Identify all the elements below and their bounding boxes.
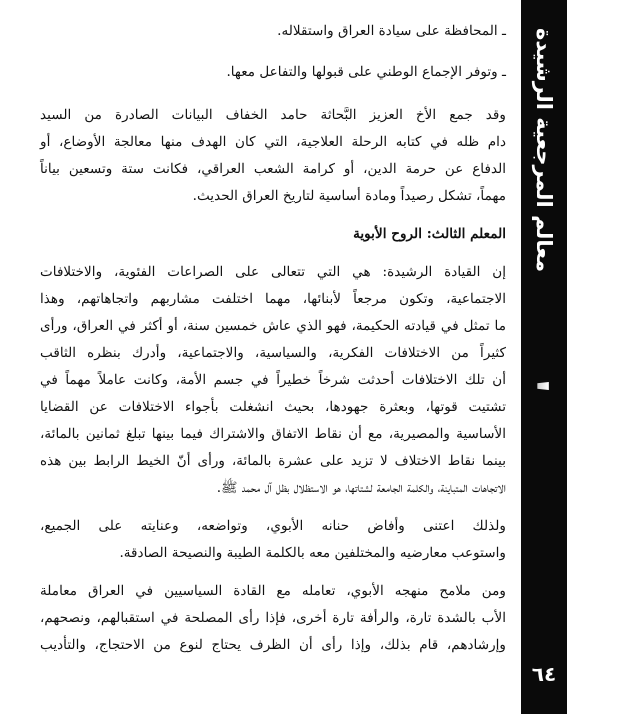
text-line: مهماً، تشكل رصيداً ومادة أساسية لتاريخ العراق الحديث.	[192, 188, 506, 204]
paragraph-2	[40, 259, 506, 502]
side-strip	[521, 0, 567, 714]
text-line: أن تلك الاختلافات أحدثت شرخاً خطيراً في جسم الأمة، وكانت عاملاً مهماً في	[40, 372, 506, 388]
body-text	[40, 18, 506, 659]
section-heading: المعلم الثالث: الروح الأبوية	[353, 226, 506, 242]
text-line: الأب بالشدة تارة، والرأفة تارة أخرى، فإذا رأى المصلحة في استقبالهم، ونصحهم،	[40, 610, 506, 626]
text-line: ومن ملامح منهجه الأبوي، تعامله مع القادة السياسيين في العراق معاملة	[40, 583, 506, 599]
text-line: دام ظله في كتابه الرحلة العلاجية، التي كان الهدف منها معالجة الأوضاع، أو	[40, 134, 506, 150]
text-line: بينما نقاط الاختلاف لا تزيد على عشرة بالمائة، ورأى أنّ الخيط الرابط بين هذه	[40, 453, 506, 469]
text-line: الاجتماعية، وتكون مرجعاً لأبنائها، مهما اختلفت مشاربهم واتجاهاتهم، وهذا	[40, 291, 506, 307]
strip-notch	[521, 376, 567, 396]
text-line: ولذلك اعتنى وأفاض حنانه الأبوي، وتواضعه، وعنايته على الجميع،	[40, 518, 506, 534]
paragraph-3	[40, 513, 506, 567]
page-number: ٦٤	[531, 662, 557, 686]
text-line: ما تمثل في قيادته الحكيمة، فهو الذي عاش خمسين سنة، أو أكثر في العراق، ورأى	[40, 318, 506, 334]
paragraph-4	[40, 578, 506, 659]
text-line: واستوعب معارضيه والمختلفين معه بالكلمة الطيبة والنصيحة الصادقة.	[119, 545, 506, 561]
text-line: كثيراً من الاختلافات الفكرية، والسياسية، والاجتماعية، وأدرك بنظره الثاقب	[40, 345, 506, 361]
running-title: معالم المرجعية الرشيدة	[532, 27, 556, 273]
text-line: الأساسية والمصيرية، مع أن نقاط الاتفاق والاشتراك فيما بينها تبلغ ثمانين بالمائة،	[40, 426, 506, 442]
text-line: الاتجاهات المتباينة، والكلمة الجامعة لشتاتها، هو الاستظلال بظل آل محمد ﷺ.	[216, 480, 506, 496]
paragraph-1	[40, 102, 506, 210]
text-line: وإرشادهم، قام بذلك، وإذا رأى أن الظرف يحتاج لنوع من الاحتجاج، والتأديب	[40, 637, 506, 653]
text-line: تشتيت قوتها، وبعثرة جهودها، بحيث انشغلت بأجواء الاختلافات عن القضايا	[40, 399, 506, 415]
text-line: إن القيادة الرشيدة: هي التي تتعالى على الصراعات الفئوية، والاختلافات	[40, 264, 506, 280]
bullet-item: ـ المحافظة على سيادة العراق واستقلاله.	[277, 23, 506, 39]
bullet-item: ـ وتوفر الإجماع الوطني على قبولها والتفاعل معها.	[226, 64, 506, 80]
text-line: وقد جمع الأخ العزيز البَّحاثة حامد الخفاف البيانات الصادرة من السيد	[40, 107, 506, 123]
text-line: الدفاع عن حرمة الدين، أو كرامة الشعب العراقي، فكانت ستة وتسعين بياناً	[40, 161, 506, 177]
